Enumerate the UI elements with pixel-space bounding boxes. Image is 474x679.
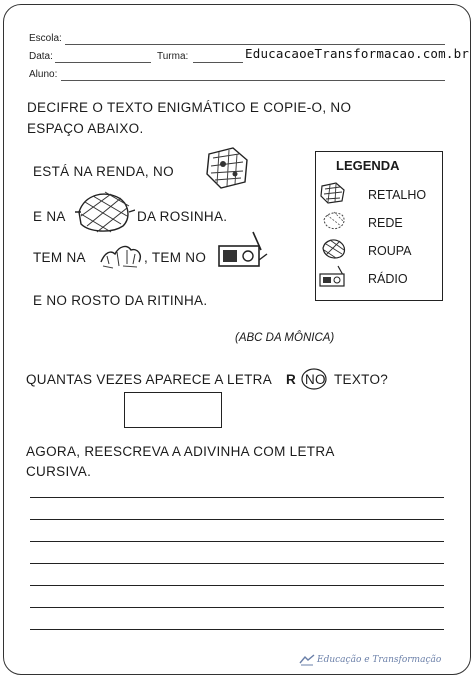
footer-brand: Educação e Transformação	[317, 655, 442, 665]
legend-radio-icon	[318, 264, 348, 288]
writing-line-6[interactable]	[30, 607, 444, 608]
rede-icon	[75, 188, 135, 234]
data-label: Data:	[29, 51, 53, 62]
instruction-line-2: ESPAÇO ABAIXO.	[27, 121, 144, 136]
writing-line-3[interactable]	[30, 541, 444, 542]
worksheet	[3, 4, 471, 675]
question-text-a: QUANTAS VEZES APARECE A LETRA	[26, 372, 273, 387]
rewrite-line-2: CURSIVA.	[26, 464, 92, 479]
writing-line-2[interactable]	[30, 519, 444, 520]
rewrite-line-1: AGORA, REESCREVA A ADIVINHA COM LETRA	[26, 444, 335, 459]
riddle-line-3a: TEM NA	[33, 250, 86, 265]
legend-rede-icon	[322, 210, 346, 230]
circled-word	[300, 367, 330, 391]
legend-roupa-icon	[320, 236, 348, 260]
escola-label: Escola:	[29, 33, 62, 44]
legend-label-radio: RÁDIO	[368, 272, 408, 286]
aluno-label: Aluno:	[29, 69, 58, 80]
legend-label-rede: REDE	[368, 216, 403, 230]
riddle-line-4: E NO ROSTO DA RITINHA.	[33, 293, 208, 308]
answer-box[interactable]	[124, 392, 222, 428]
question-letter: R	[286, 372, 297, 387]
riddle-line-2b: DA ROSINHA.	[137, 209, 228, 224]
legend-box	[315, 151, 443, 301]
turma-line	[193, 62, 243, 63]
escola-line	[65, 44, 445, 45]
legend-retalho-icon	[320, 182, 346, 204]
writing-line-5[interactable]	[30, 585, 444, 586]
riddle-credit: (ABC DA MÔNICA)	[235, 332, 335, 344]
turma-label: Turma:	[157, 51, 189, 62]
circled-word-text: NO	[305, 372, 326, 387]
legend-label-roupa: ROUPA	[368, 244, 412, 258]
riddle-line-2a: E NA	[33, 209, 66, 224]
instruction-line-1: DECIFRE O TEXTO ENIGMÁTICO E COPIE-O, NO	[27, 100, 352, 115]
roupa-icon	[97, 240, 145, 270]
radio-icon	[215, 230, 269, 270]
riddle-line-1: ESTÁ NA RENDA, NO	[33, 164, 174, 179]
brand-logo-icon	[299, 654, 315, 666]
writing-line-7[interactable]	[30, 629, 444, 630]
writing-line-4[interactable]	[30, 563, 444, 564]
riddle-line-3b: , TEM NO	[144, 250, 207, 265]
question-text-b: TEXTO?	[334, 372, 389, 387]
writing-line-1[interactable]	[30, 497, 444, 498]
legend-title: LEGENDA	[336, 158, 400, 173]
retalho-icon	[205, 146, 251, 190]
legend-label-retalho: RETALHO	[368, 188, 427, 202]
data-line	[55, 62, 151, 63]
aluno-line	[61, 80, 445, 81]
site-url: EducacaoeTransformacao.com.br	[245, 46, 470, 61]
